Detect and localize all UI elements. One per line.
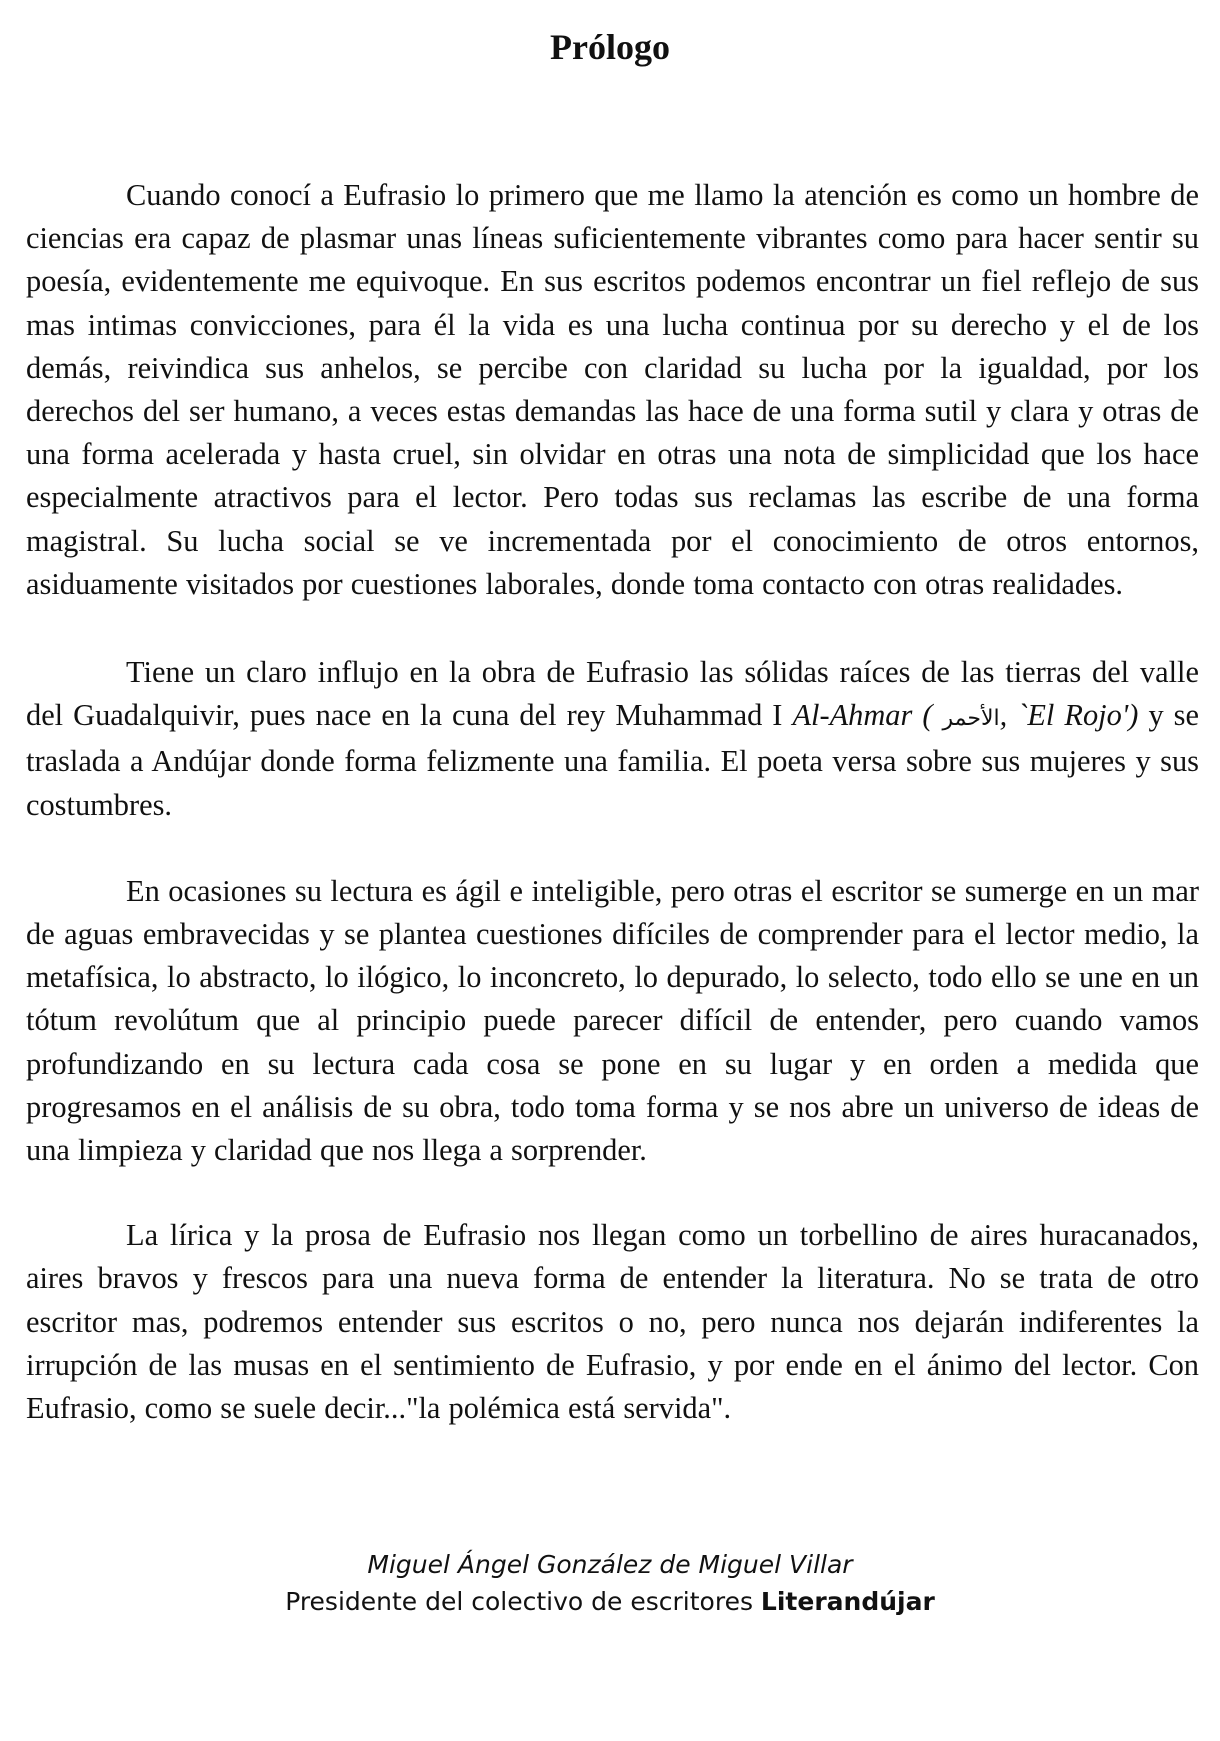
paragraph-2 (26, 651, 1199, 827)
paragraph-2-italic-translation: , `El Rojo') (999, 698, 1139, 733)
paragraph-2-text-start: Tiene un claro influjo en la obra de Eufrasio las sólidas raíces de las tierras del valle del Guadalquivir, pues nace en la cuna del rey Muhammad I (26, 655, 1199, 733)
organization-name: Literandújar (760, 1587, 935, 1616)
paragraph-2-italic-name: Al-Ahmar ( (792, 698, 933, 733)
signature-block (0, 1546, 1220, 1620)
prologue-body (26, 174, 1199, 1475)
paragraph-2-arabic-name: الأحمر (942, 706, 1000, 732)
author-name: Miguel Ángel González de Miguel Villar (367, 1550, 853, 1579)
author-role-text: Presidente del colectivo de escritores (285, 1587, 761, 1616)
author-role (0, 1583, 1220, 1620)
paragraph-1: Cuando conocí a Eufrasio lo primero que me llamo la atención es como un hombre de ciencias era capaz de plasmar unas líneas suficientemente vibrantes como para hacer sentir su poesía, evidentemente me equivoque. En sus escritos podemos encontrar un fiel reflejo de sus mas intimas convicciones, para él la vida es una lucha continua por su derecho y el de los demás, reivindica sus anhelos, se percibe con claridad su lucha por la igualdad, por los derechos del ser humano, a veces estas demandas las hace de una forma sutil y clara y otras de una forma acelerada y hasta cruel, sin olvidar en otras una nota de simplicidad que los hace especialmente atractivos para el lector. Pero todas sus reclamas las escribe de una forma magistral. Su lucha social se ve incrementada por el conocimiento de otros entornos, asiduamente visitados por cuestiones laborales, donde toma contacto con otras realidades. (26, 178, 1199, 601)
page-title: Prólogo (550, 27, 670, 67)
paragraph-4: La lírica y la prosa de Eufrasio nos llegan como un torbellino de aires huracanados, aires bravos y frescos para una nueva forma de entender la literatura. No se trata de otro escritor mas, podremos entender sus escritos o no, pero nunca nos dejarán indiferentes la irrupción de las musas en el sentimiento de Eufrasio, y por ende en el ánimo del lector. Con Eufrasio, como se suele decir..."la polémica está servida". (26, 1218, 1199, 1426)
paragraph-3: En ocasiones su lectura es ágil e inteligible, pero otras el escritor se sumerge en un mar de aguas embravecidas y se plantea cuestiones difíciles de comprender para el lector medio, la metafísica, lo abstracto, lo ilógico, lo inconcreto, lo depurado, lo selecto, todo ello se une en un tótum revolútum que al principio puede parecer difícil de entender, pero cuando vamos profundizando en su lectura cada cosa se pone en su lugar y en orden a medida que progresamos en el análisis de su obra, todo toma forma y se nos abre un universo de ideas de una limpieza y claridad que nos llega a sorprender. (26, 873, 1199, 1168)
paragraph-2-text-end: y se traslada a Andújar donde forma felizmente una familia. El poeta versa sobre sus mujeres y sus costumbres. (26, 698, 1199, 822)
